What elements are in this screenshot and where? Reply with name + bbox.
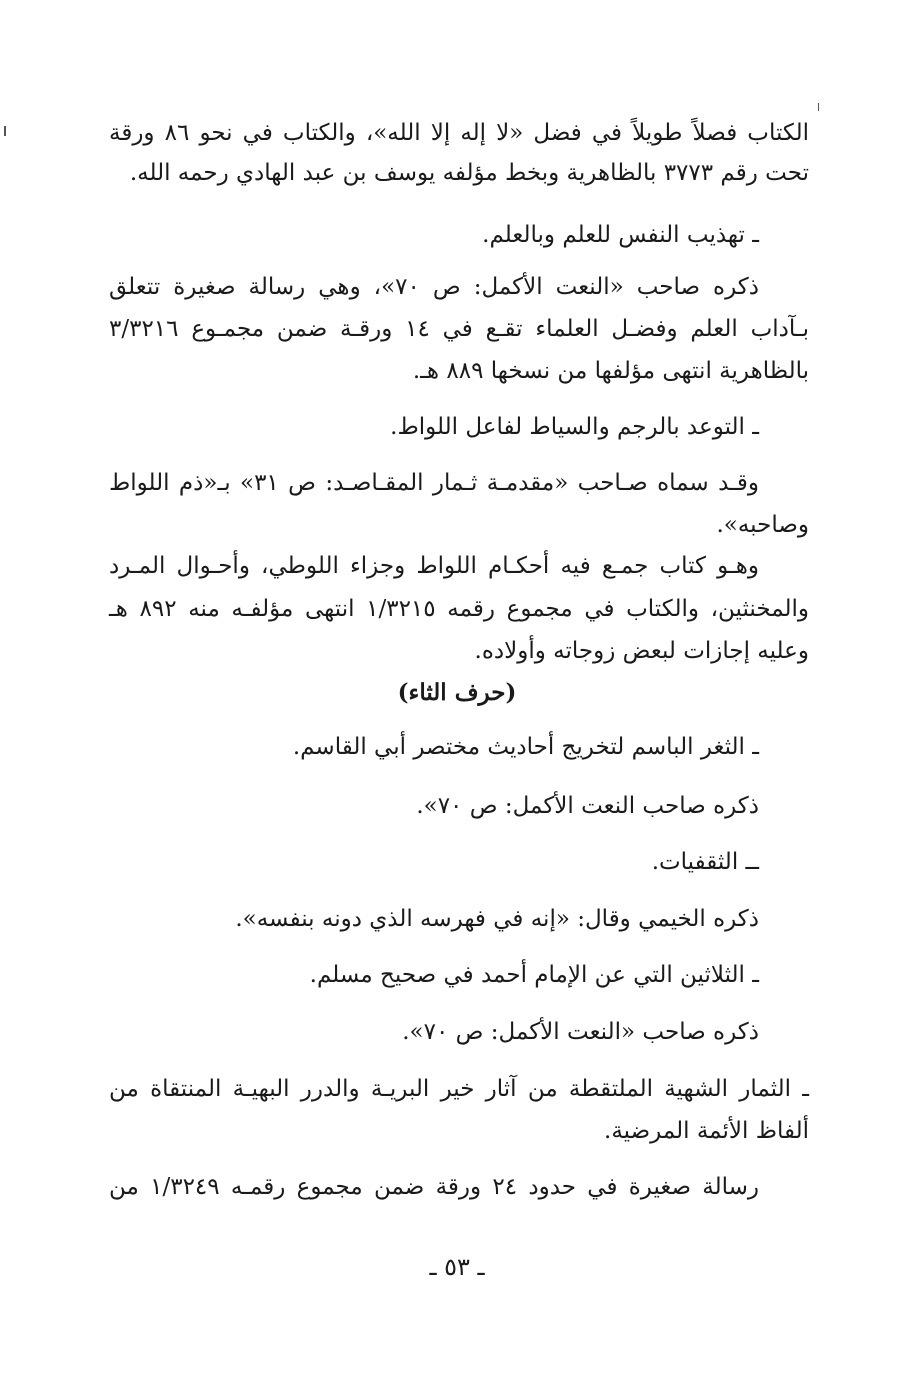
paragraph-line: وعليه إجازات لبعض زوجاته وأولاده.: [474, 638, 809, 664]
paragraph-line: رسالة صغيرة في حدود ٢٤ ورقة ضمن مجموع رقمـه ١/٣٢٤٩ من: [109, 1174, 760, 1200]
paragraph-line: وقـد سماه صـاحب «مقدمـة ثـمار المقـاصـد: ص ٣١» بـ«ذم اللواط: [109, 470, 759, 496]
paragraph-line: ألفاظ الأئمة المرضية.: [604, 1118, 809, 1144]
paragraph-line: ذكره صاحب «النعت الأكمل: ص ٧٠»، وهي رسالة صغيرة تتعلق: [109, 274, 759, 300]
paragraph-line: ذكره صاحب النعت الأكمل: ص ٧٠».: [416, 793, 759, 819]
paragraph-line: ذكره الخيمي وقال: «إنه في فهرسه الذي دونه بنفسه».: [235, 906, 759, 932]
paragraph-line: بـآداب العلم وفضـل العلماء تقـع في ١٤ ورقـة ضمن مجمـوع ٣/٣٢١٦: [109, 316, 810, 342]
section-heading: (حرف الثاء): [397, 679, 517, 706]
entry-title: ـ الثلاثين التي عن الإمام أحمد في صحيح مسلم.: [309, 962, 759, 988]
paragraph-line: الكتاب فصلاً طويلاً في فضل «لا إله إلا الله»، والكتاب في نحو ٨٦ ورقة: [109, 120, 809, 146]
entry-title: ـ تهذيب النفس للعلم وبالعلم.: [482, 222, 759, 248]
paragraph-line: والمخنثين، والكتاب في مجموع رقمه ١/٣٢١٥ انتهى مؤلفـه منه ٨٩٢ هـ: [109, 596, 809, 622]
paragraph-line: ذكره صاحب «النعت الأكمل: ص ٧٠».: [402, 1019, 759, 1045]
paragraph-line: وصاحبه».: [716, 512, 809, 538]
paragraph-line: بالظاهرية انتهى مؤلفها من نسخها ٨٨٩ هـ.: [412, 358, 809, 384]
entry-title: ـ التوعد بالرجم والسياط لفاعل اللواط.: [390, 414, 759, 440]
entry-title: ـ الثمار الشهية الملتقطة من آثار خير البريـة والدرر البهيـة المنتقاة من: [109, 1076, 809, 1102]
scan-edge-mark: [818, 103, 819, 111]
entry-title: ــ الثقفيات.: [651, 849, 759, 875]
page-number: ـ ٥٣ ـ: [429, 1253, 485, 1281]
paragraph-line: تحت رقم ٣٧٧٣ بالظاهرية وبخط مؤلفه يوسف بن عبد الهادي رحمه الله.: [129, 160, 809, 186]
scan-edge-mark: [4, 126, 6, 136]
entry-title: ـ الثغر الباسم لتخريج أحاديث مختصر أبي القاسم.: [292, 734, 759, 760]
paragraph-line: وهـو كتاب جمـع فيه أحكـام اللواط وجزاء اللوطي، وأحـوال المـرد: [109, 553, 759, 579]
